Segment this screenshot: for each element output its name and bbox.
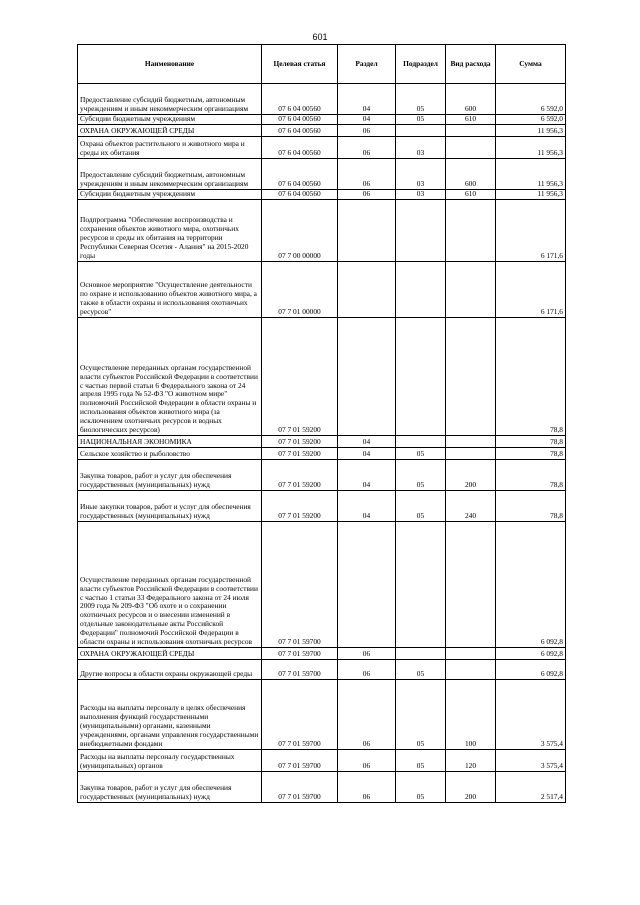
cell-expense-type	[446, 648, 496, 660]
table-row	[78, 318, 566, 436]
cell-name: Подпрограмма "Обеспечение воспроизводства и сохранения объектов животного мира, охотничьих ресурсов и среды их обитания на территории Республики Северная Осетия - Алания" на 2015-2020 годы	[78, 200, 262, 262]
budget-table	[77, 44, 566, 803]
cell-amount: 6 092,8	[496, 522, 566, 648]
table-row	[78, 648, 566, 660]
table-row	[78, 200, 566, 262]
cell-expense-type: 240	[446, 491, 496, 522]
cell-section: 04	[338, 84, 396, 115]
table-row	[78, 772, 566, 803]
cell-expense-type: 100	[446, 680, 496, 750]
cell-section: 04	[338, 460, 396, 491]
cell-name: ОХРАНА ОКРУЖАЮЩЕЙ СРЕДЫ	[78, 648, 262, 660]
cell-name: Расходы на выплаты персоналу государственных (муниципальных) органов	[78, 750, 262, 772]
cell-amount: 11 956,3	[496, 137, 566, 159]
cell-subsection: 05	[396, 660, 446, 680]
cell-expense-type: 610	[446, 115, 496, 125]
page-number: 601	[312, 32, 328, 42]
cell-name: Закупка товаров, работ и услуг для обеспечения государственных (муниципальных) нужд	[78, 460, 262, 491]
table-row	[78, 84, 566, 115]
cell-name: Другие вопросы в области охраны окружающей среды	[78, 660, 262, 680]
cell-target: 07 7 01 59700	[262, 750, 338, 772]
cell-target: 07 6 04 00560	[262, 84, 338, 115]
cell-expense-type: 200	[446, 772, 496, 803]
cell-amount: 78,8	[496, 491, 566, 522]
cell-section	[338, 200, 396, 262]
table-row	[78, 460, 566, 491]
table-row	[78, 491, 566, 522]
cell-subsection: 03	[396, 137, 446, 159]
cell-subsection: 05	[396, 680, 446, 750]
cell-amount: 78,8	[496, 436, 566, 448]
cell-expense-type	[446, 522, 496, 648]
header-subsection: Подраздел	[396, 45, 446, 84]
cell-target: 07 7 01 59700	[262, 772, 338, 803]
cell-subsection: 05	[396, 491, 446, 522]
cell-expense-type	[446, 318, 496, 436]
cell-section: 06	[338, 660, 396, 680]
cell-subsection	[396, 200, 446, 262]
table-row	[78, 750, 566, 772]
cell-target: 07 6 04 00560	[262, 137, 338, 159]
header-section: Раздел	[338, 45, 396, 84]
cell-section: 06	[338, 159, 396, 190]
header-amount: Сумма	[496, 45, 566, 84]
cell-expense-type: 600	[446, 84, 496, 115]
cell-name: Субсидии бюджетным учреждениям	[78, 190, 262, 200]
cell-expense-type	[446, 436, 496, 448]
cell-target: 07 7 01 59700	[262, 522, 338, 648]
cell-name: Закупка товаров, работ и услуг для обеспечения государственных (муниципальных) нужд	[78, 772, 262, 803]
cell-subsection: 05	[396, 750, 446, 772]
table-row	[78, 436, 566, 448]
cell-amount: 78,8	[496, 448, 566, 460]
cell-name: Осуществление переданных органам государственной власти субъектов Российской Федерации в соответствии с частью первой статьи 6 Федерального закона от 24 апреля 1995 года № 52-ФЗ "О животном мире" полномочий Российской Федерации в области охраны и использования объектов животного мира (за исключением охотничьих ресурсов и водных биологических ресурсов)	[78, 318, 262, 436]
cell-amount: 6 171,6	[496, 200, 566, 262]
cell-amount: 6 092,8	[496, 648, 566, 660]
cell-section: 04	[338, 115, 396, 125]
cell-section: 06	[338, 680, 396, 750]
cell-target: 07 7 01 59200	[262, 318, 338, 436]
table-body	[78, 84, 566, 803]
cell-subsection	[396, 436, 446, 448]
cell-name: Охрана объектов растительного и животного мира и среды их обитания	[78, 137, 262, 159]
header-row	[78, 45, 566, 84]
cell-name: Осуществление переданных органам государственной власти субъектов Российской Федерации в соответствии с частью 1 статьи 33 Федерального закона от 24 июля 2009 года № 209-ФЗ "Об охоте и о сохранении охотничьих ресурсов и о внесении изменений в отдельные законодательные акты Российской Федерации" полномочий Российской Федерации в области охраны и использования охотничьих ресурсов	[78, 522, 262, 648]
cell-subsection	[396, 125, 446, 137]
cell-subsection: 05	[396, 84, 446, 115]
table-row	[78, 159, 566, 190]
cell-name: Предоставление субсидий бюджетным, автономным учреждениям и иным некоммерческим организациям	[78, 159, 262, 190]
cell-target: 07 6 04 00560	[262, 125, 338, 137]
cell-subsection: 05	[396, 460, 446, 491]
header-name: Наименование	[78, 45, 262, 84]
cell-section	[338, 318, 396, 436]
cell-section: 06	[338, 125, 396, 137]
cell-expense-type	[446, 125, 496, 137]
cell-section: 04	[338, 436, 396, 448]
cell-target: 07 6 04 00560	[262, 115, 338, 125]
cell-target: 07 7 01 59200	[262, 491, 338, 522]
cell-amount: 6 592,0	[496, 115, 566, 125]
cell-amount: 6 592,0	[496, 84, 566, 115]
cell-target: 07 7 01 59200	[262, 448, 338, 460]
cell-target: 07 6 04 00560	[262, 159, 338, 190]
cell-subsection: 05	[396, 115, 446, 125]
cell-target: 07 7 01 59700	[262, 680, 338, 750]
cell-expense-type	[446, 262, 496, 318]
cell-target: 07 7 01 00000	[262, 262, 338, 318]
table-row	[78, 190, 566, 200]
cell-name: Сельское хозяйство и рыболовство	[78, 448, 262, 460]
cell-section: 06	[338, 750, 396, 772]
cell-expense-type: 200	[446, 460, 496, 491]
cell-amount: 78,8	[496, 318, 566, 436]
cell-amount: 6 092,8	[496, 660, 566, 680]
cell-amount: 11 956,3	[496, 159, 566, 190]
table-row	[78, 680, 566, 750]
cell-target: 07 6 04 00560	[262, 190, 338, 200]
cell-name: ОХРАНА ОКРУЖАЮЩЕЙ СРЕДЫ	[78, 125, 262, 137]
cell-section: 06	[338, 648, 396, 660]
cell-section: 04	[338, 448, 396, 460]
cell-target: 07 7 01 59700	[262, 660, 338, 680]
header-expense-type: Вид расхода	[446, 45, 496, 84]
cell-name: НАЦИОНАЛЬНАЯ ЭКОНОМИКА	[78, 436, 262, 448]
cell-subsection: 03	[396, 190, 446, 200]
cell-expense-type	[446, 448, 496, 460]
table-row	[78, 522, 566, 648]
cell-name: Предоставление субсидий бюджетным, автономным учреждениям и иным некоммерческим организациям	[78, 84, 262, 115]
cell-name: Субсидии бюджетным учреждениям	[78, 115, 262, 125]
cell-subsection: 03	[396, 159, 446, 190]
cell-expense-type	[446, 660, 496, 680]
table-row	[78, 448, 566, 460]
table-row	[78, 262, 566, 318]
cell-expense-type	[446, 137, 496, 159]
cell-subsection	[396, 318, 446, 436]
table-row	[78, 137, 566, 159]
cell-name: Основное мероприятие "Осуществление деятельности по охране и использованию объектов животного мира, а также в области охраны и использования охотничьих ресурсов"	[78, 262, 262, 318]
cell-expense-type: 600	[446, 159, 496, 190]
cell-amount: 3 575,4	[496, 750, 566, 772]
cell-target: 07 7 00 00000	[262, 200, 338, 262]
cell-expense-type	[446, 200, 496, 262]
cell-amount: 3 575,4	[496, 680, 566, 750]
cell-section: 04	[338, 491, 396, 522]
cell-subsection	[396, 262, 446, 318]
cell-subsection: 05	[396, 772, 446, 803]
cell-target: 07 7 01 59700	[262, 648, 338, 660]
cell-subsection	[396, 648, 446, 660]
table-row	[78, 125, 566, 137]
header-target: Целевая статья	[262, 45, 338, 84]
cell-expense-type: 120	[446, 750, 496, 772]
cell-subsection	[396, 522, 446, 648]
cell-section: 06	[338, 137, 396, 159]
table-row	[78, 660, 566, 680]
cell-target: 07 7 01 59200	[262, 436, 338, 448]
cell-section: 06	[338, 772, 396, 803]
cell-name: Иные закупки товаров, работ и услуг для обеспечения государственных (муниципальных) нужд	[78, 491, 262, 522]
cell-section: 06	[338, 190, 396, 200]
cell-amount: 78,8	[496, 460, 566, 491]
cell-name: Расходы на выплаты персоналу в целях обеспечения выполнения функций государственными (муниципальными) органами, казенными учреждениями, органами управления государственными внебюджетными фондами	[78, 680, 262, 750]
table-row	[78, 115, 566, 125]
cell-expense-type: 610	[446, 190, 496, 200]
cell-section	[338, 262, 396, 318]
cell-target: 07 7 01 59200	[262, 460, 338, 491]
cell-amount: 2 517,4	[496, 772, 566, 803]
cell-amount: 11 956,3	[496, 125, 566, 137]
cell-amount: 11 956,3	[496, 190, 566, 200]
cell-section	[338, 522, 396, 648]
cell-subsection: 05	[396, 448, 446, 460]
cell-amount: 6 171,6	[496, 262, 566, 318]
